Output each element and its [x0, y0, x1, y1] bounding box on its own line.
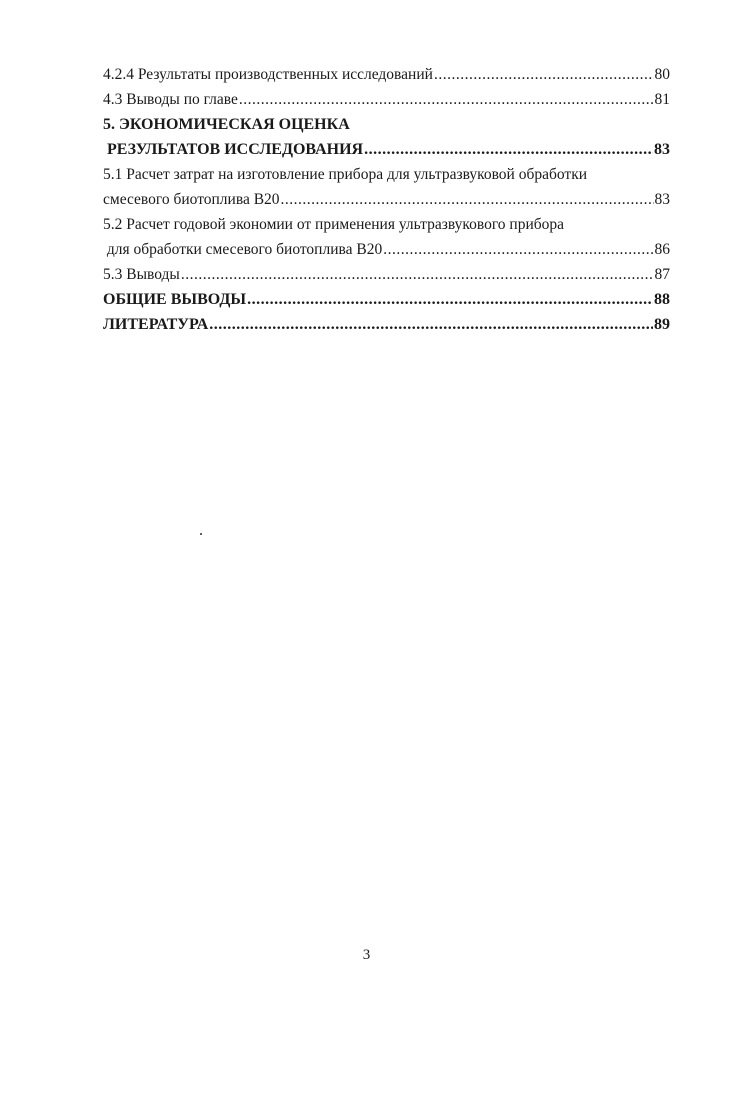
toc-general-conclusions[interactable]	[103, 287, 670, 312]
toc-entry-title: смесевого биотоплива В20	[103, 191, 280, 208]
toc-entry-title: 5.3 Выводы	[103, 266, 180, 283]
toc-leader-dots	[209, 312, 653, 337]
toc-entry-5-2-cont[interactable]	[103, 237, 670, 262]
toc-entry-page: 88	[654, 291, 670, 308]
toc-chapter-5-heading-cont[interactable]	[103, 137, 670, 162]
toc-entry-page: 86	[654, 241, 670, 258]
toc-entry-5-3[interactable]	[103, 262, 670, 287]
toc-entry-title: 4.3 Выводы по главе	[103, 91, 238, 108]
toc-entry-title: 5.2 Расчет годовой экономии от применения ультразвукового прибора	[103, 216, 565, 233]
toc-entry-page: 83	[654, 141, 670, 158]
page-number: 3	[362, 947, 371, 963]
toc-entry-title: РЕЗУЛЬТАТОВ ИССЛЕДОВАНИЯ	[103, 141, 364, 158]
toc-leader-dots	[239, 87, 654, 112]
toc-entry-5-1[interactable]	[103, 162, 670, 187]
toc-leader-dots	[181, 262, 654, 287]
toc-entry-title: ЛИТЕРАТУРА	[103, 316, 209, 333]
toc-entry-page: 87	[654, 266, 670, 283]
toc-literature[interactable]	[103, 312, 670, 337]
toc-leader-dots	[434, 62, 654, 87]
toc-entry-title: 5. ЭКОНОМИЧЕСКАЯ ОЦЕНКА	[103, 116, 350, 133]
toc-leader-dots	[247, 287, 653, 312]
toc-entry-4-2-4[interactable]	[103, 62, 670, 87]
toc-entry-5-1-cont[interactable]	[103, 187, 670, 212]
toc-leader-dots	[364, 137, 653, 162]
toc-entry-page: 89	[654, 316, 670, 333]
toc-entry-title: 4.2.4 Результаты производственных исследований	[103, 66, 433, 83]
toc-chapter-5-heading[interactable]	[103, 112, 670, 137]
toc-leader-dots	[281, 187, 654, 212]
table-of-contents	[103, 62, 670, 337]
toc-entry-5-2[interactable]	[103, 212, 670, 237]
toc-entry-title: ОБЩИЕ ВЫВОДЫ	[103, 291, 247, 308]
toc-entry-title: для обработки смесевого биотоплива В20	[103, 241, 383, 258]
scan-speck	[200, 533, 202, 535]
toc-leader-dots	[383, 237, 653, 262]
toc-entry-4-3[interactable]	[103, 87, 670, 112]
toc-entry-page: 81	[654, 91, 670, 108]
toc-entry-page: 80	[654, 66, 670, 83]
toc-entry-title: 5.1 Расчет затрат на изготовление прибора для ультразвуковой обработки	[103, 166, 588, 183]
toc-entry-page: 83	[654, 191, 670, 208]
